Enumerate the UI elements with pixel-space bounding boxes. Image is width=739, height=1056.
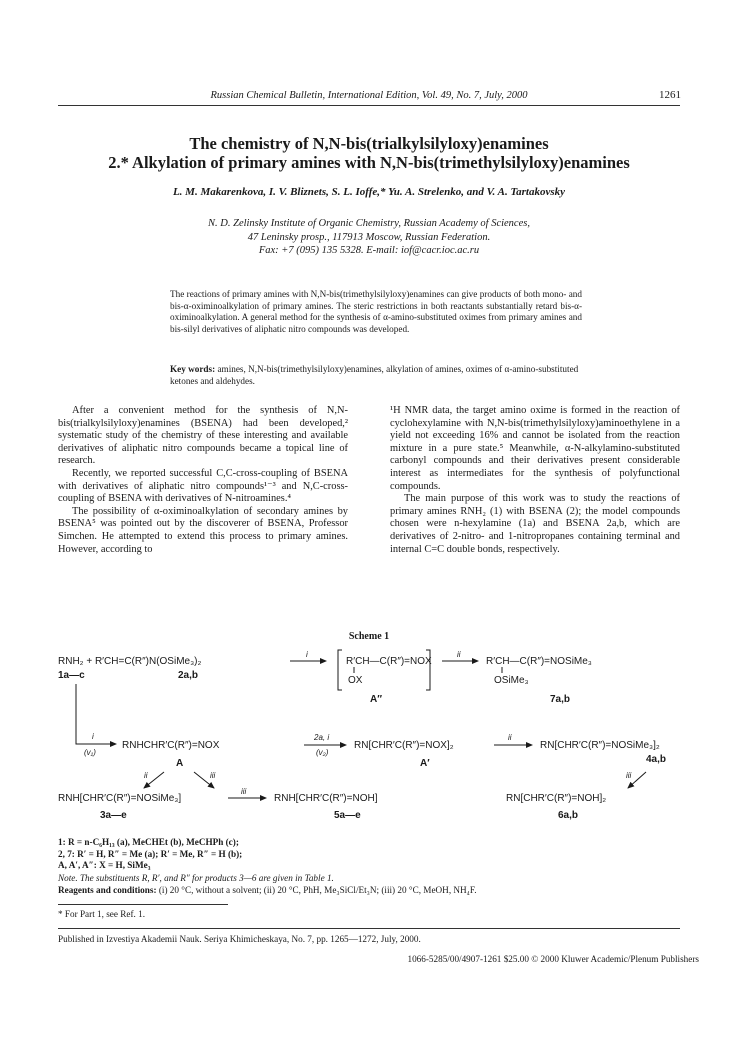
copyright: 1066-5285/00/4907-1261 $25.00 © 2000 Kluwer Academic/Plenum Publishers: [407, 954, 699, 964]
path-v1: (v₁): [84, 748, 96, 757]
label-A1: A′: [420, 758, 430, 769]
reaction-scheme: [58, 648, 698, 833]
label-4ab: 4a,b: [646, 754, 667, 765]
cond-ii-2: ii: [508, 733, 512, 742]
paragraph: The possibility of α-oximinoalkylation of secondary amines by BSENA⁵ was pointed out by the discoverer of BSENA, Professor Simchen. He attempted to extend this process to primary amines. However, according to: [58, 505, 348, 555]
scheme-notes: [58, 837, 698, 897]
cond-i-v1: i: [92, 732, 94, 741]
reagents-line: [58, 885, 698, 897]
intermediate-A2-ox: OX: [348, 675, 363, 686]
page-number: 1261: [659, 89, 681, 101]
publication-info: Published in Izvestiya Akademii Nauk. Seriya Khimicheskaya, No. 7, pp. 1265—1272, July, 2000.: [58, 934, 421, 944]
footer-rule: [58, 928, 680, 929]
abstract: The reactions of primary amines with N,N-bis(trimethylsilyloxy)enamines can give products of both mono- and bis-α-oximinoalkylation of primary amines. The steric restrictions in both reactants substantially retard bis-α-oximinoalkylation. A general method for the synthesis of α-amino-substituted oximes from primary amines and bis-silyl derivatives of aliphatic nitro compounds was developed.: [170, 289, 582, 334]
keywords-text: amines, N,N-bis(trimethylsilyloxy)enamines, alkylation of amines, oximes of α-amino-substituted ketones and aldehydes.: [170, 364, 579, 386]
intermediate-A: RNHCHR′C(R″)=NOX: [122, 740, 220, 751]
cond-iii-1: iii: [210, 771, 216, 780]
reagents-label: Reagents and conditions:: [58, 885, 157, 895]
reagents-text: (i) 20 °C, without a solvent; (ii) 20 °C, PhH, Me₃SiCl/Et₃N; (iii) 20 °C, MeOH, NH₄F.: [156, 885, 477, 895]
product-7: R′CH—C(R″)=NOSiMe₃: [486, 656, 592, 667]
paragraph: After a convenient method for the synthesis of N,N-bis(trialkylsilyloxy)enamines (BSENA) had been developed,² systematic study of the chemistry of these interesting and available derivatives of aliphatic nitro compounds became a topical line of research.: [58, 405, 348, 467]
title-line-1: The chemistry of N,N-bis(trialkylsilyloxy)enamines: [189, 134, 549, 153]
label-5a-e: 5a—e: [334, 810, 361, 821]
right-column: [390, 405, 680, 556]
cond-2a-i: 2a, i: [314, 733, 330, 742]
cond-ii: ii: [457, 650, 461, 659]
title-line-2: 2.* Alkylation of primary amines with N,N-bis(trimethylsilyloxy)enamines: [108, 153, 630, 172]
scheme-title: Scheme 1: [348, 631, 390, 642]
label-A2: A″: [370, 694, 383, 705]
label-1a-c: 1a—c: [58, 670, 85, 681]
keywords-label: Key words:: [170, 364, 216, 374]
product-3: RNH[CHR′C(R″)=NOSiMe₃]: [58, 793, 182, 804]
reactants: RNH₂ + R′CH=C(R″)N(OSiMe₃)₂: [58, 656, 202, 667]
label-3a-e: 3a—e: [100, 810, 127, 821]
label-A: A: [176, 758, 184, 769]
affiliation-line: N. D. Zelinsky Institute of Organic Chemistry, Russian Academy of Sciences,: [208, 218, 530, 229]
label-6ab: 6a,b: [558, 810, 579, 821]
scheme-note: Note. The substituents R, R′, and R″ for products 3—6 are given in Table 1.: [58, 872, 334, 883]
arrow-i-v1: [76, 684, 116, 744]
running-head: Russian Chemical Bulletin, International Edition, Vol. 49, No. 7, July, 2000: [210, 90, 528, 101]
affiliation-line: Fax: +7 (095) 135 5328. E-mail: iof@cacr.ioc.ac.ru: [258, 245, 480, 256]
intermediate-A2: R′CH—C(R″)=NOX: [346, 656, 432, 667]
legend-line: 2, 7: R′ = H, R″ = Me (a); R′ = Me, R″ = H (b);: [58, 848, 243, 859]
cond-i: i: [306, 650, 308, 659]
cond-ii-3: ii: [144, 771, 148, 780]
affiliation-line: 47 Leninsky prosp., 117913 Moscow, Russian Federation.: [247, 231, 491, 243]
paragraph: The main purpose of this work was to study the reactions of primary amines RNH₂ (1) with BSENA (2); the model compounds chosen were n-hexylamine (1a) and BSENA 2a,b, which are derivatives of 2-nitro- and 1-nitropropanes containing terminal and internal C=C double bonds, respectively.: [390, 493, 680, 555]
legend-line: A, A′, A″: X = H, SiMe₃: [58, 860, 151, 870]
product-6: RN[CHR′C(R″)=NOH]₂: [506, 793, 607, 804]
product-4: RN[CHR′C(R″)=NOSiMe₃]₂: [540, 740, 660, 751]
footnote: * For Part 1, see Ref. 1.: [58, 909, 146, 919]
bracket-left: [338, 650, 342, 690]
paragraph: Recently, we reported successful C,C-cross-coupling of BSENA with derivatives of aliphatic nitro compounds¹⁻³ and N,C-cross-coupling of BSENA with derivatives of N-nitroamines.⁴: [58, 467, 348, 505]
paragraph: ¹H NMR data, the target amino oxime is formed in the reaction of cyclohexylamine with N,N-bis(trimethylsilyloxy)aminoethylene in a yield not exceeding 16% and cannot be isolated from the reaction mixture in a pure state.⁵ Meanwhile, α-N-alkylamino-substituted carbonyl compounds and their derivatives present considerable interest as intermediates for the synthesis of polyfunctional compounds.: [390, 405, 680, 492]
affiliation: [58, 217, 680, 258]
legend-line: 1: R = n-C₆H₁₃ (a), MeCHEt (b), MeCHPh (c);: [58, 837, 239, 847]
intermediate-A1: RN[CHR′C(R″)=NOX]₂: [354, 740, 454, 751]
authors: L. M. Makarenkova, I. V. Bliznets, S. L. Ioffe,* Yu. A. Strelenko, and V. A. Tartakovsky: [172, 186, 566, 198]
article-title: [58, 134, 680, 172]
label-7ab: 7a,b: [550, 694, 571, 705]
cond-iii-3: iii: [241, 787, 247, 796]
product-5: RNH[CHR′C(R″)=NOH]: [274, 793, 378, 804]
footnote-rule: [58, 904, 228, 905]
cond-iii-2: iii: [626, 771, 632, 780]
left-column: [58, 405, 348, 556]
product-7-osime3: OSiMe₃: [494, 675, 529, 686]
keywords: [170, 364, 582, 387]
header-rule: [58, 105, 680, 106]
path-v2: (v₂): [316, 748, 329, 757]
label-2ab: 2a,b: [178, 670, 199, 681]
